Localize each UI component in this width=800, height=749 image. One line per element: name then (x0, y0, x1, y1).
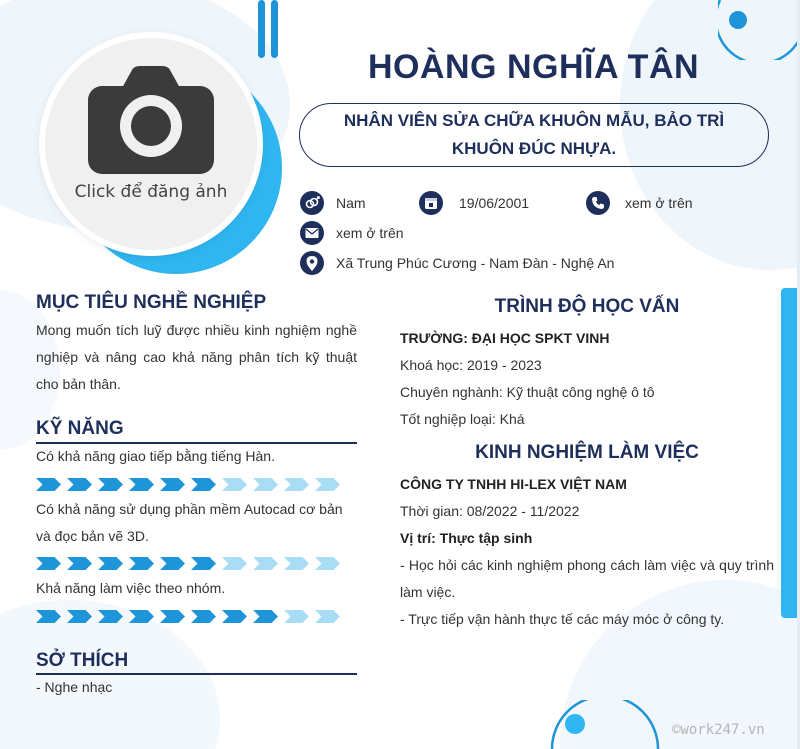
experience-duty-1: - Học hỏi các kinh nghiệm phong cách làm việc và quy trình làm việc. (400, 557, 774, 600)
skill-level-chevron (36, 557, 61, 570)
camera-icon (88, 66, 214, 174)
skill-label-1: Có khả năng giao tiếp bằng tiếng Hàn. (36, 448, 275, 464)
skill-label-3: Khả năng làm việc theo nhóm. (36, 580, 226, 596)
education-title: TRÌNH ĐỘ HỌC VẤN (494, 296, 680, 317)
skill-level-chevron (315, 557, 340, 570)
avatar-upload[interactable] (45, 38, 257, 250)
skill-level-chevron (67, 557, 92, 570)
deco-ring-bottom (540, 700, 670, 749)
skill-level-chevron (191, 478, 216, 491)
gender-icon (300, 191, 324, 215)
avatar-upload-label: Click để đăng ảnh (74, 182, 228, 202)
skill-level-chevron (160, 478, 185, 491)
phone-value: xem ở trên (625, 195, 693, 211)
education-course: Khoá học: 2019 - 2023 (400, 357, 542, 373)
objective-title: MỤC TIÊU NGHỀ NGHIỆP (36, 292, 267, 313)
skill-level-chevron (253, 610, 278, 623)
skill-level-chevron (315, 478, 340, 491)
gender-value: Nam (336, 195, 366, 211)
skill-level-chevron (315, 610, 340, 623)
deco-bar-1 (258, 0, 265, 58)
skill-level-chevron (253, 557, 278, 570)
skill-level-chevron (129, 610, 154, 623)
mail-icon (300, 221, 324, 245)
experience-title: KINH NGHIỆM LÀM VIỆC (475, 442, 699, 463)
skill-level-chevron (222, 478, 247, 491)
skill-level-chevron (222, 557, 247, 570)
education-major: Chuyên nghành: Kỹ thuật công nghệ ô tô (400, 384, 655, 400)
phone-icon (586, 191, 610, 215)
experience-company: CÔNG TY TNHH HI-LEX VIỆT NAM (400, 476, 627, 492)
skill-level-chevron (129, 557, 154, 570)
experience-role: Vị trí: Thực tập sinh (400, 530, 533, 546)
skills-title: KỸ NĂNG (36, 418, 124, 439)
address-value: Xã Trung Phúc Cương - Nam Đàn - Nghệ An (336, 255, 615, 271)
full-name: HOÀNG NGHĨA TÂN (367, 48, 700, 86)
hobbies-text: - Nghe nhạc (36, 679, 113, 695)
skill-level-chevron (36, 610, 61, 623)
skill-level-chevron (98, 610, 123, 623)
location-pin-icon (300, 251, 324, 275)
skill-level-bar-2 (36, 557, 340, 570)
objective-text: Mong muốn tích luỹ được nhiều kinh nghiệm nghề nghiệp và nâng cao khả năng phân tích kỹ thuật cho bản thân. (36, 322, 357, 392)
deco-bar-right (781, 288, 797, 618)
skill-level-chevron (98, 557, 123, 570)
email-value: xem ở trên (336, 225, 404, 241)
skill-level-bar-1 (36, 478, 340, 491)
skill-level-chevron (191, 557, 216, 570)
skill-level-chevron (67, 478, 92, 491)
skill-label-2: Có khả năng sử dụng phần mềm Autocad cơ bản và đọc bản vẽ 3D. (36, 501, 343, 544)
hobbies-title: SỞ THÍCH (36, 650, 129, 671)
skill-level-chevron (253, 478, 278, 491)
experience-time: Thời gian: 08/2022 - 11/2022 (400, 503, 580, 519)
skill-level-chevron (222, 610, 247, 623)
skill-level-chevron (160, 557, 185, 570)
education-school: TRƯỜNG: ĐẠI HỌC SPKT VINH (400, 330, 610, 346)
skill-level-chevron (67, 610, 92, 623)
watermark: ©work247.vn (672, 722, 765, 738)
birthday-value: 19/06/2001 (459, 195, 530, 211)
skill-level-bar-3 (36, 610, 340, 623)
experience-duty-2: - Trực tiếp vận hành thực tế các máy móc ở công ty. (400, 611, 725, 627)
skill-level-chevron (160, 610, 185, 623)
skill-level-chevron (191, 610, 216, 623)
skill-level-chevron (284, 478, 309, 491)
deco-bar-2 (271, 0, 278, 58)
job-position: NHÂN VIÊN SỬA CHỮA KHUÔN MẪU, BẢO TRÌ KHUÔN ĐÚC NHỰA. (299, 103, 769, 167)
calendar-icon (419, 191, 443, 215)
skill-level-chevron (284, 557, 309, 570)
skill-level-chevron (36, 478, 61, 491)
education-grade: Tốt nghiệp loại: Khá (400, 411, 525, 427)
skill-level-chevron (284, 610, 309, 623)
skill-level-chevron (98, 478, 123, 491)
skill-level-chevron (129, 478, 154, 491)
